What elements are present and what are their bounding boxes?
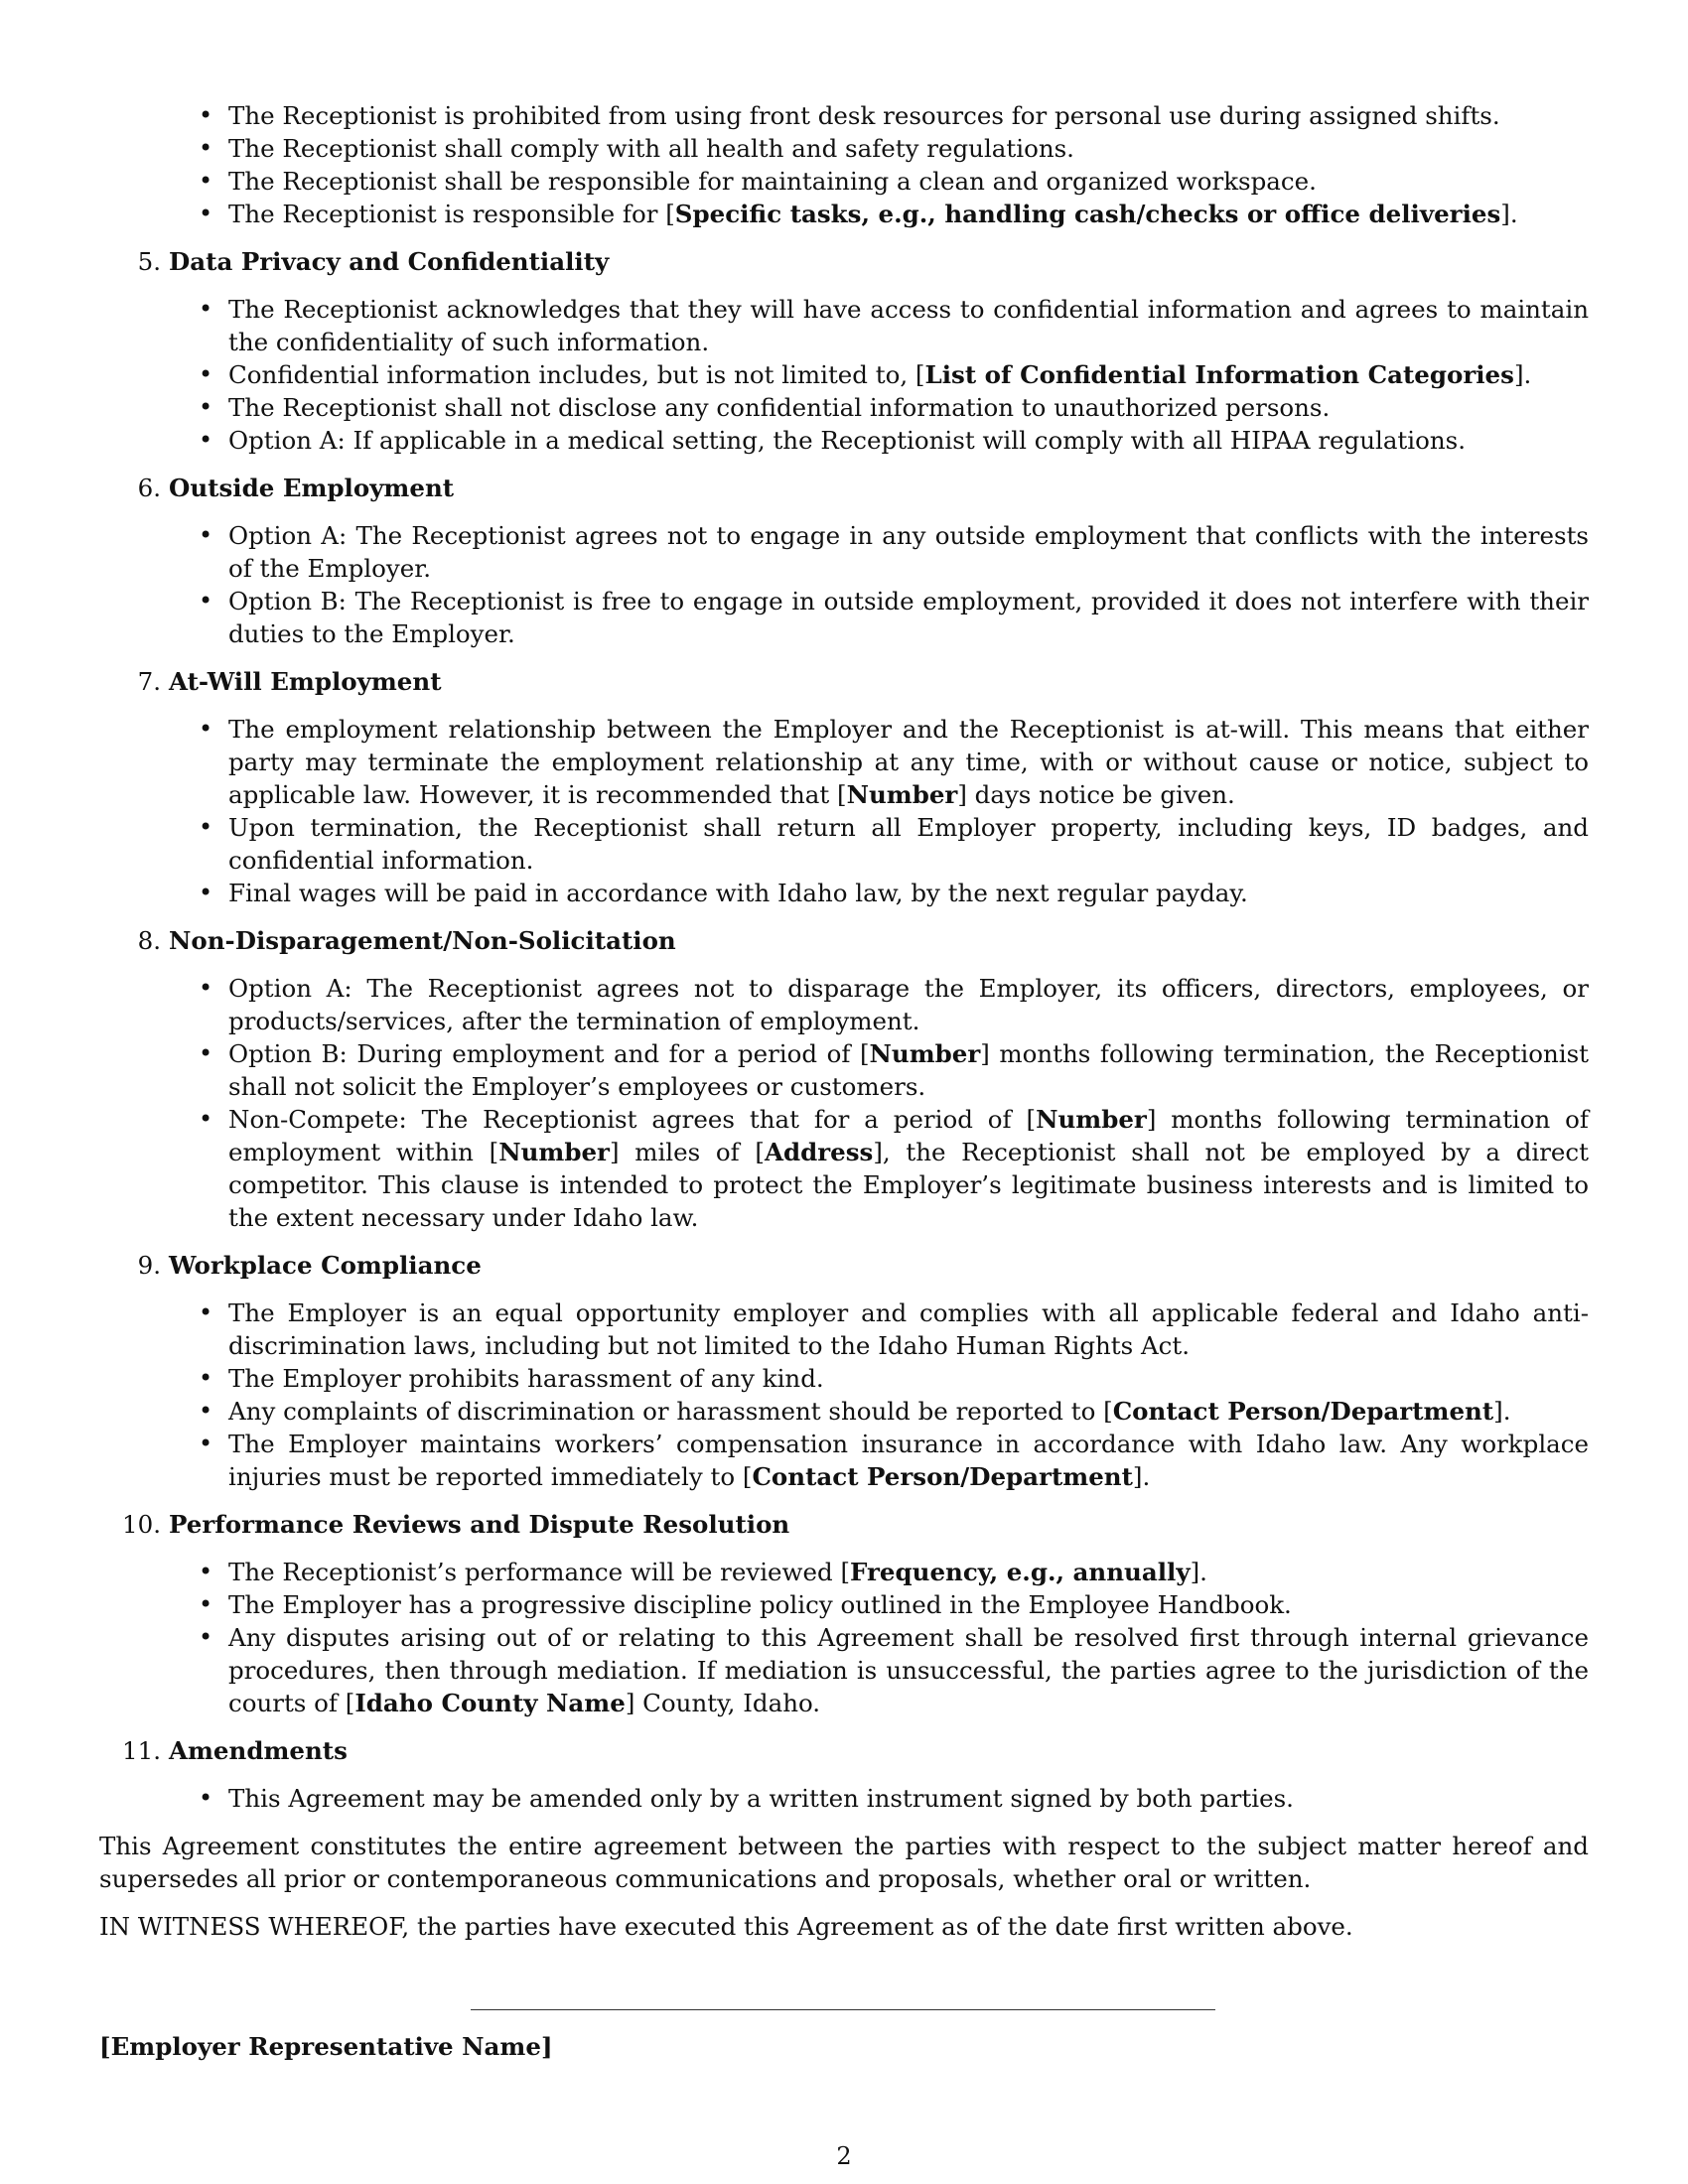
- section-title: Workplace Compliance: [169, 1251, 482, 1280]
- placeholder-field: Number: [498, 1138, 610, 1166]
- bullet-item: [228, 519, 1589, 585]
- section-title: Amendments: [169, 1736, 348, 1765]
- bullet-text: ] months following termination, the Receptionist shall not solicit the Employer’s employees or customers.: [228, 1039, 1589, 1101]
- bullet-text: The Receptionist’s performance will be reviewed [: [228, 1558, 851, 1586]
- bullet-text: ], the Receptionist shall not be employed by a direct competitor. This clause is intended to protect the Employer’s legitimate business interests and is limited to the extent necessary under Idaho law.: [228, 1138, 1589, 1232]
- signature-block: [99, 2009, 1589, 2061]
- section: [99, 924, 1589, 1234]
- placeholder-field: Specific tasks, e.g., handling cash/checks or office deliveries: [674, 200, 1501, 228]
- placeholder-field: Number: [869, 1039, 981, 1068]
- bullet-item: [228, 165, 1589, 198]
- placeholder-field: Address: [764, 1138, 874, 1166]
- section-number: 5.: [137, 247, 161, 276]
- bullet-item: [228, 132, 1589, 165]
- placeholder-field: Contact Person/Department: [752, 1462, 1133, 1491]
- section: [99, 245, 1589, 457]
- agreement-body: [99, 99, 1589, 1943]
- bullet-text: ].: [1493, 1397, 1511, 1426]
- intro-bullet-list: [99, 99, 1589, 230]
- bullet-text: ].: [1132, 1462, 1151, 1491]
- section-title: Data Privacy and Confidentiality: [169, 247, 610, 276]
- bullet-text: ] miles of [: [609, 1138, 765, 1166]
- bullet-text: ] months following termination of employment within [: [228, 1105, 1589, 1166]
- bullet-item: [228, 1297, 1589, 1362]
- bullet-text: The Receptionist is responsible for [: [228, 200, 675, 228]
- bullet-item: [228, 1428, 1589, 1493]
- placeholder-field: Frequency, e.g., annually: [850, 1558, 1191, 1586]
- section-list: [99, 245, 1589, 1815]
- section-heading: [99, 245, 1589, 278]
- section-title: At-Will Employment: [169, 667, 442, 696]
- bullet-text: Option A: The Receptionist agrees not to engage in any outside employment that conflicts with the interests of the Employer.: [228, 521, 1589, 583]
- bullet-item: [228, 1395, 1589, 1428]
- section-title: Performance Reviews and Dispute Resolution: [169, 1510, 790, 1539]
- section-number: 9.: [137, 1251, 161, 1280]
- bullet-item: [228, 713, 1589, 811]
- bullet-text: The Employer has a progressive discipline policy outlined in the Employee Handbook.: [228, 1590, 1292, 1619]
- signature-line: [471, 2009, 1215, 2010]
- bullet-text: Upon termination, the Receptionist shall return all Employer property, including keys, ID badges, and confidential information.: [228, 813, 1589, 875]
- bullet-text: Confidential information includes, but is not limited to, [: [228, 360, 925, 389]
- placeholder-field: Contact Person/Department: [1112, 1397, 1494, 1426]
- bullet-text: The employment relationship between the Employer and the Receptionist is at-will. This means that either party may terminate the employment relationship at any time, with or without cause or notice, subject to applicable law. However, it is recommended that [: [228, 715, 1589, 809]
- bullet-item: [228, 972, 1589, 1037]
- bullet-item: [228, 198, 1589, 230]
- section-title: Outside Employment: [169, 474, 455, 502]
- section: [99, 1508, 1589, 1719]
- bullet-text: The Receptionist is prohibited from using front desk resources for personal use during assigned shifts.: [228, 101, 1500, 130]
- section-number: 7.: [137, 667, 161, 696]
- section-bullet-list: [99, 713, 1589, 909]
- section: [99, 472, 1589, 650]
- placeholder-field: List of Confidential Information Categories: [924, 360, 1514, 389]
- bullet-item: [228, 1588, 1589, 1621]
- section-bullet-list: [99, 1297, 1589, 1493]
- bullet-text: Any complaints of discrimination or harassment should be reported to [: [228, 1397, 1113, 1426]
- bullet-item: [228, 585, 1589, 650]
- bullet-text: Option A: If applicable in a medical setting, the Receptionist will comply with all HIPAA regulations.: [228, 426, 1467, 455]
- section-heading: [99, 1734, 1589, 1767]
- bullet-item: [228, 811, 1589, 877]
- section-bullet-list: [99, 1782, 1589, 1815]
- section-heading: [99, 924, 1589, 957]
- section-number: 8.: [137, 926, 161, 955]
- section-heading: [99, 1508, 1589, 1541]
- section-title: Non-Disparagement/Non-Solicitation: [169, 926, 676, 955]
- bullet-item: [228, 99, 1589, 132]
- section-heading: [99, 472, 1589, 504]
- section-number: 6.: [137, 474, 161, 502]
- section: [99, 1734, 1589, 1815]
- bullet-item: [228, 877, 1589, 909]
- placeholder-field: Idaho County Name: [354, 1689, 626, 1717]
- placeholder-field: Number: [846, 780, 958, 809]
- placeholder-field: Number: [1036, 1105, 1147, 1134]
- witness-paragraph: IN WITNESS WHEREOF, the parties have executed this Agreement as of the date first written above.: [99, 1912, 1353, 1941]
- bullet-text: The Employer prohibits harassment of any kind.: [228, 1364, 824, 1393]
- bullet-text: The Employer is an equal opportunity employer and complies with all applicable federal and Idaho anti-discrimination laws, including but not limited to the Idaho Human Rights Act.: [228, 1298, 1589, 1360]
- section-bullet-list: [99, 972, 1589, 1234]
- section-heading: [99, 1249, 1589, 1282]
- bullet-item: [228, 1103, 1589, 1234]
- bullet-text: ] County, Idaho.: [625, 1689, 821, 1717]
- bullet-item: [228, 424, 1589, 457]
- bullet-item: [228, 1037, 1589, 1103]
- bullet-text: ].: [1500, 200, 1518, 228]
- section-number: 10.: [122, 1510, 161, 1539]
- bullet-text: The Employer maintains workers’ compensation insurance in accordance with Idaho law. Any workplace injuries must be reported immediately to [: [228, 1430, 1589, 1491]
- section-bullet-list: [99, 1556, 1589, 1719]
- bullet-text: The Receptionist shall comply with all health and safety regulations.: [228, 134, 1074, 163]
- section: [99, 1249, 1589, 1493]
- bullet-item: [228, 293, 1589, 358]
- bullet-text: Non-Compete: The Receptionist agrees that for a period of [: [228, 1105, 1037, 1134]
- employer-representative-name: [Employer Representative Name]: [99, 2032, 553, 2061]
- bullet-text: ].: [1513, 360, 1532, 389]
- section-bullet-list: [99, 293, 1589, 457]
- bullet-text: Option B: During employment and for a period of [: [228, 1039, 870, 1068]
- section-bullet-list: [99, 519, 1589, 650]
- bullet-item: [228, 391, 1589, 424]
- section-number: 11.: [122, 1736, 161, 1765]
- bullet-item: [228, 1621, 1589, 1719]
- bullet-text: The Receptionist shall not disclose any confidential information to unauthorized persons.: [228, 393, 1331, 422]
- bullet-item: [228, 1362, 1589, 1395]
- section-heading: [99, 665, 1589, 698]
- bullet-item: [228, 1782, 1589, 1815]
- closing-paragraph: This Agreement constitutes the entire agreement between the parties with respect to the subject matter hereof and supersedes all prior or contemporaneous communications and proposals, whether oral or written.: [99, 1832, 1589, 1893]
- bullet-text: ] days notice be given.: [957, 780, 1235, 809]
- bullet-text: Any disputes arising out of or relating to this Agreement shall be resolved first through internal grievance procedures, then through mediation. If mediation is unsuccessful, the parties agree to the jurisdiction of the courts of [: [228, 1623, 1589, 1717]
- bullet-text: Option B: The Receptionist is free to engage in outside employment, provided it does not interfere with their duties to the Employer.: [228, 587, 1589, 648]
- bullet-text: ].: [1190, 1558, 1207, 1586]
- bullet-text: The Receptionist acknowledges that they will have access to confidential information and agrees to maintain the confidentiality of such information.: [228, 295, 1589, 356]
- bullet-item: [228, 358, 1589, 391]
- section: [99, 665, 1589, 909]
- bullet-text: The Receptionist shall be responsible for maintaining a clean and organized workspace.: [228, 167, 1317, 196]
- bullet-text: Option A: The Receptionist agrees not to disparage the Employer, its officers, directors, employees, or products/services, after the termination of employment.: [228, 974, 1589, 1035]
- bullet-item: [228, 1556, 1589, 1588]
- bullet-text: Final wages will be paid in accordance with Idaho law, by the next regular payday.: [228, 879, 1248, 907]
- bullet-text: This Agreement may be amended only by a written instrument signed by both parties.: [228, 1784, 1294, 1813]
- page-number: 2: [836, 2142, 852, 2170]
